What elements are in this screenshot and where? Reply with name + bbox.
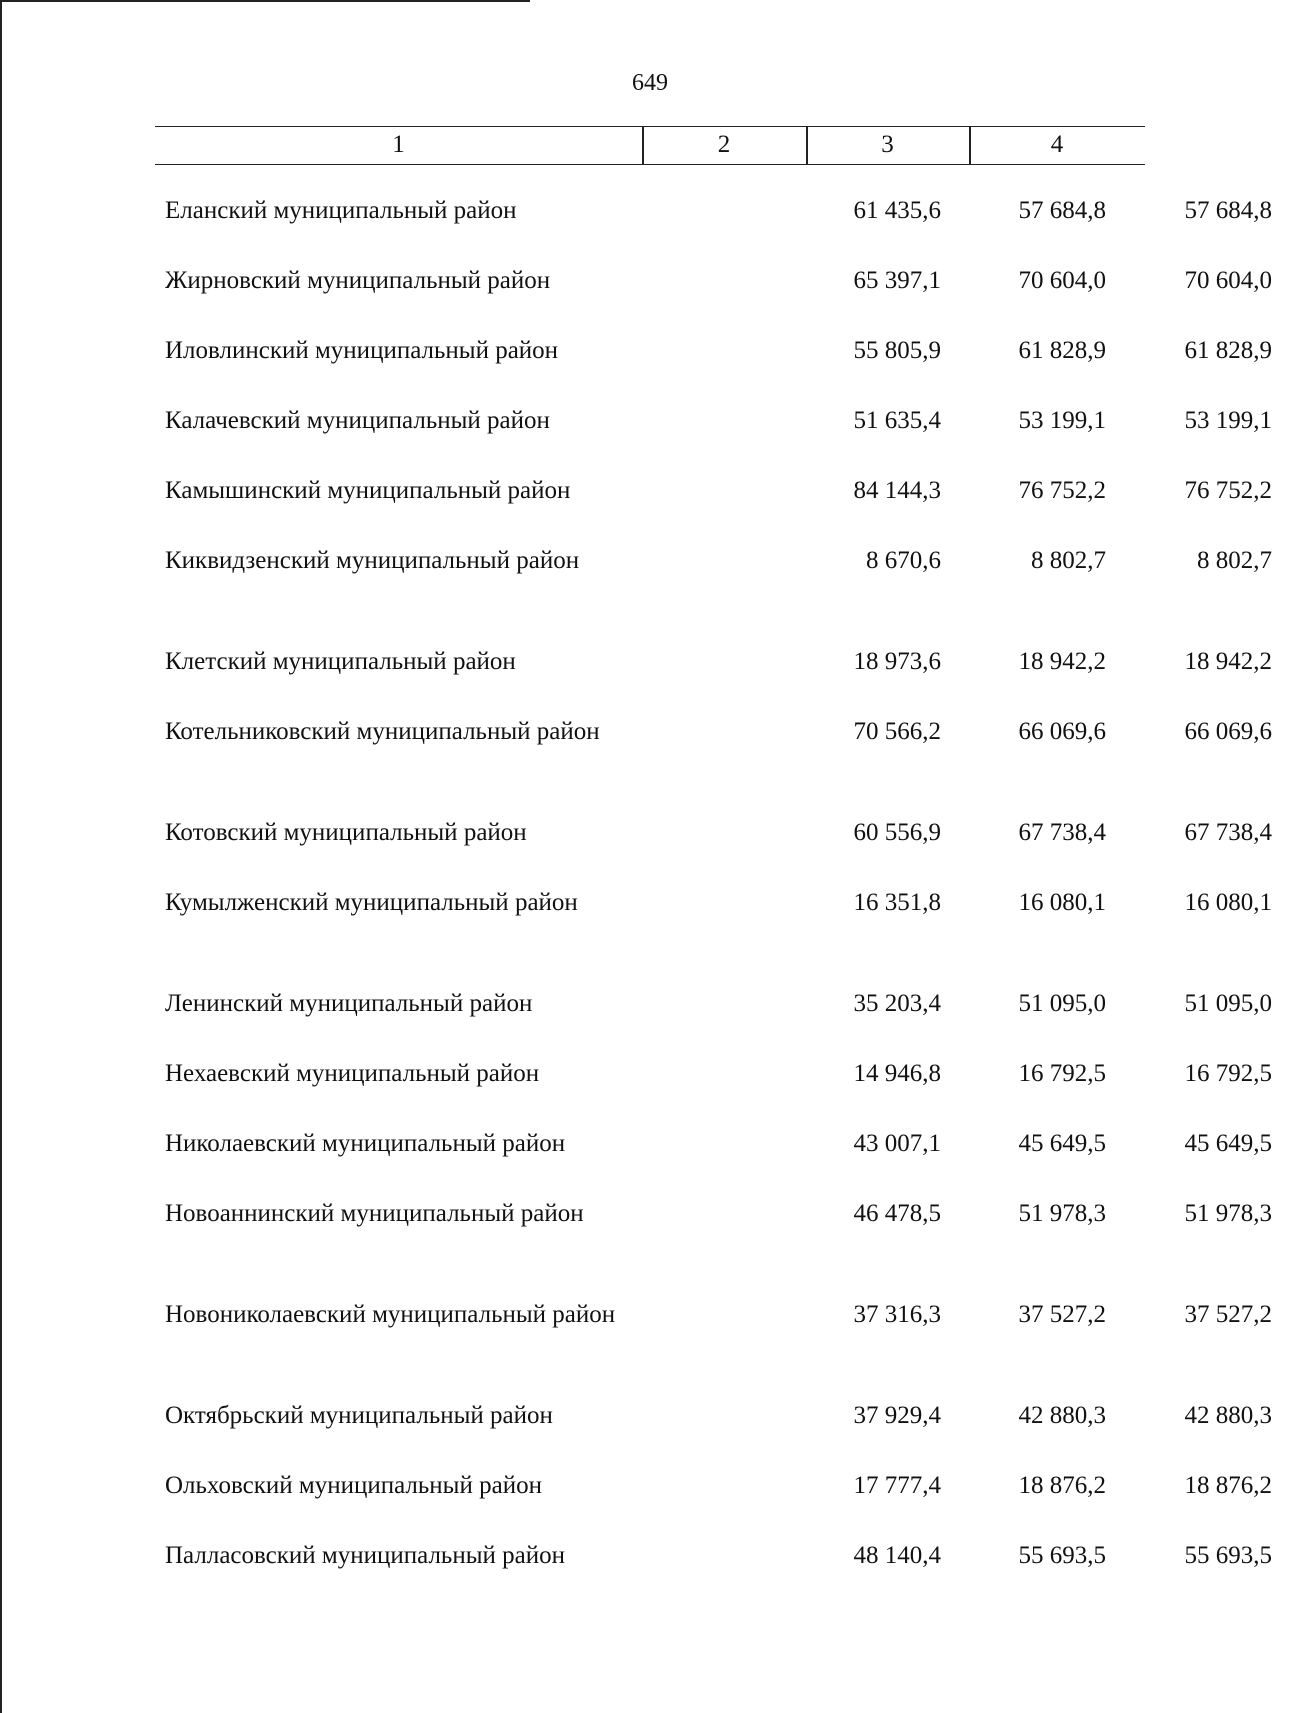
value-col-4: 37 527,2 [1184, 1301, 1272, 1328]
header-col-1: 1 [392, 131, 405, 158]
table-row [165, 1198, 1272, 1299]
value-col-3: 67 738,4 [1018, 819, 1106, 846]
value-col-3: 70 604,0 [1018, 267, 1106, 294]
table-row [165, 817, 1272, 887]
district-name: Еланский муниципальный район [165, 197, 517, 224]
value-col-2: 17 777,4 [853, 1472, 941, 1499]
value-col-4: 8 802,7 [1197, 547, 1272, 574]
table-row [165, 195, 1272, 265]
table-row [165, 1470, 1272, 1540]
table-row [165, 1299, 1272, 1400]
header-divider [806, 127, 808, 164]
value-col-3: 76 752,2 [1018, 477, 1106, 504]
table-body [165, 195, 1272, 1610]
value-col-4: 57 684,8 [1184, 197, 1272, 224]
value-col-3: 8 802,7 [1031, 547, 1106, 574]
table-row [165, 335, 1272, 405]
value-col-4: 16 080,1 [1184, 889, 1272, 916]
value-col-2: 46 478,5 [853, 1200, 941, 1227]
value-col-2: 16 351,8 [853, 889, 941, 916]
district-name: Клетский муниципальный район [165, 648, 516, 675]
value-col-4: 61 828,9 [1184, 337, 1272, 364]
value-col-2: 8 670,6 [866, 547, 941, 574]
value-col-4: 42 880,3 [1184, 1402, 1272, 1429]
district-name: Новониколаевский муниципальный район [165, 1301, 616, 1328]
value-col-2: 84 144,3 [853, 477, 941, 504]
table-row [165, 1540, 1272, 1610]
value-col-3: 55 693,5 [1018, 1542, 1106, 1569]
value-col-3: 42 880,3 [1018, 1402, 1106, 1429]
district-name: Ленинский муниципальный район [165, 990, 533, 1017]
district-name: Камышинский муниципальный район [165, 477, 571, 504]
value-col-3: 53 199,1 [1018, 407, 1106, 434]
table-row [165, 988, 1272, 1058]
header-divider [969, 127, 971, 164]
value-col-2: 48 140,4 [853, 1542, 941, 1569]
value-col-2: 61 435,6 [853, 197, 941, 224]
value-col-4: 51 095,0 [1184, 990, 1272, 1017]
scan-border-top [0, 0, 530, 2]
value-col-4: 53 199,1 [1184, 407, 1272, 434]
value-col-3: 37 527,2 [1018, 1301, 1106, 1328]
value-col-4: 55 693,5 [1184, 1542, 1272, 1569]
value-col-4: 45 649,5 [1184, 1130, 1272, 1157]
table-row [165, 405, 1272, 475]
table-row [165, 1400, 1272, 1470]
district-name: Ольховский муниципальный район [165, 1472, 542, 1499]
value-col-3: 45 649,5 [1018, 1130, 1106, 1157]
table-row [165, 887, 1272, 988]
value-col-3: 61 828,9 [1018, 337, 1106, 364]
table-row [165, 475, 1272, 545]
header-col-2: 2 [717, 131, 731, 158]
value-col-2: 51 635,4 [853, 407, 941, 434]
district-name: Николаевский муниципальный район [165, 1130, 566, 1157]
value-col-3: 18 942,2 [1018, 648, 1106, 675]
value-col-3: 51 095,0 [1018, 990, 1106, 1017]
value-col-4: 18 876,2 [1184, 1472, 1272, 1499]
district-name: Палласовский муниципальный район [165, 1542, 565, 1569]
value-col-3: 51 978,3 [1018, 1200, 1106, 1227]
value-col-2: 65 397,1 [853, 267, 941, 294]
value-col-3: 18 876,2 [1018, 1472, 1106, 1499]
value-col-2: 43 007,1 [853, 1130, 941, 1157]
district-name: Нехаевский муниципальный район [165, 1060, 540, 1087]
header-col-3: 3 [881, 131, 894, 158]
table-header [155, 126, 1145, 165]
table-row [165, 545, 1272, 646]
value-col-2: 14 946,8 [853, 1060, 941, 1087]
table-row [165, 716, 1272, 817]
district-name: Новоаннинский муниципальный район [165, 1200, 584, 1227]
value-col-2: 37 929,4 [853, 1402, 941, 1429]
district-name: Калачевский муниципальный район [165, 407, 550, 434]
table-row [165, 1128, 1272, 1198]
district-name: Октябрьский муниципальный район [165, 1402, 553, 1429]
value-col-3: 16 080,1 [1018, 889, 1106, 916]
value-col-4: 76 752,2 [1184, 477, 1272, 504]
value-col-2: 37 316,3 [853, 1301, 941, 1328]
district-name: Жирновский муниципальный район [165, 267, 551, 294]
value-col-2: 60 556,9 [853, 819, 941, 846]
value-col-4: 51 978,3 [1184, 1200, 1272, 1227]
table-row [165, 1058, 1272, 1128]
value-col-2: 18 973,6 [853, 648, 941, 675]
value-col-4: 66 069,6 [1184, 718, 1272, 745]
header-divider [642, 127, 644, 164]
value-col-2: 35 203,4 [853, 990, 941, 1017]
district-name: Кумылженский муниципальный район [165, 889, 578, 916]
scan-border-left [0, 0, 2, 1713]
table-row [165, 646, 1272, 716]
value-col-3: 57 684,8 [1018, 197, 1106, 224]
value-col-3: 16 792,5 [1018, 1060, 1106, 1087]
district-name: Котельниковский муниципальный район [165, 718, 600, 745]
page-number: 649 [632, 70, 668, 96]
value-col-3: 66 069,6 [1018, 718, 1106, 745]
value-col-4: 70 604,0 [1184, 267, 1272, 294]
value-col-4: 18 942,2 [1184, 648, 1272, 675]
header-col-4: 4 [1050, 131, 1064, 158]
table-row [165, 265, 1272, 335]
value-col-4: 67 738,4 [1184, 819, 1272, 846]
value-col-2: 70 566,2 [853, 718, 941, 745]
district-name: Котовский муниципальный район [165, 819, 527, 846]
district-name: Иловлинский муниципальный район [165, 337, 559, 364]
district-name: Киквидзенский муниципальный район [165, 547, 580, 574]
value-col-4: 16 792,5 [1184, 1060, 1272, 1087]
value-col-2: 55 805,9 [853, 337, 941, 364]
